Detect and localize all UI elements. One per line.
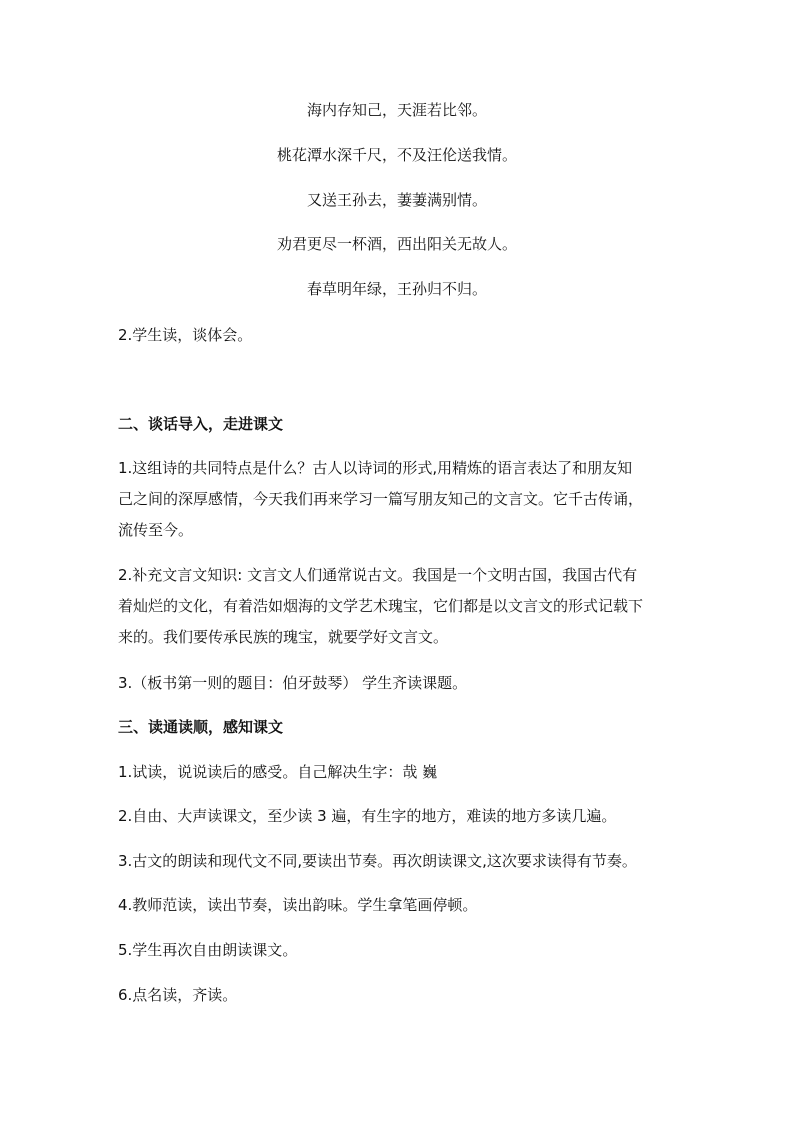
list-item: 2.自由、大声读课文，至少读 3 遍，有生字的地方，难读的地方多读几遍。 [118,807,617,825]
list-item: 5.学生再次自由朗读课文。 [118,941,298,959]
paragraph-line: 1.这组诗的共同特点是什么？古人以诗词的形式,用精炼的语言表达了和朋友知 [118,459,633,477]
section-heading: 三、读通读顺，感知课文 [118,718,284,736]
list-item: 3.古文的朗读和现代文不同,要读出节奏。再次朗读课文,这次要求读得有节奏。 [118,852,637,870]
poem-line: 又送王孙去，萋萋满别情。 [306,191,487,209]
paragraph-line: 着灿烂的文化，有着浩如烟海的文学艺术瑰宝，它们都是以文言文的形式记载下 [118,597,644,615]
poem-line: 春草明年绿，王孙归不归。 [306,280,487,298]
poem-line: 海内存知己，天涯若比邻。 [306,101,487,119]
paragraph-line: 来的。我们要传承民族的瑰宝，就要学好文言文。 [118,628,449,646]
paragraph-line: 2.补充文言文知识: 文言文人们通常说古文。我国是一个文明古国，我国古代有 [118,566,638,584]
list-item: 1.试读，说说读后的感受。自己解决生字：哉 巍 [118,763,438,781]
list-item: 4.教师范读，读出节奏，读出韵味。学生拿笔画停顿。 [118,896,478,914]
section-heading: 二、谈话导入，走进课文 [118,415,284,433]
poem-line: 桃花潭水深千尺，不及汪伦送我情。 [276,146,517,164]
paragraph: 2.学生读，谈体会。 [118,326,253,344]
poem-line: 劝君更尽一杯酒，西出阳关无故人。 [276,235,517,253]
list-item: 6.点名读，齐读。 [118,986,238,1004]
paragraph-line: 流传至今。 [118,521,194,539]
paragraph-line: 己之间的深厚感情，今天我们再来学习一篇写朋友知己的文言文。它千古传诵， [118,490,644,508]
paragraph: 3.（板书第一则的题目：伯牙鼓琴） 学生齐读课题。 [118,674,468,692]
